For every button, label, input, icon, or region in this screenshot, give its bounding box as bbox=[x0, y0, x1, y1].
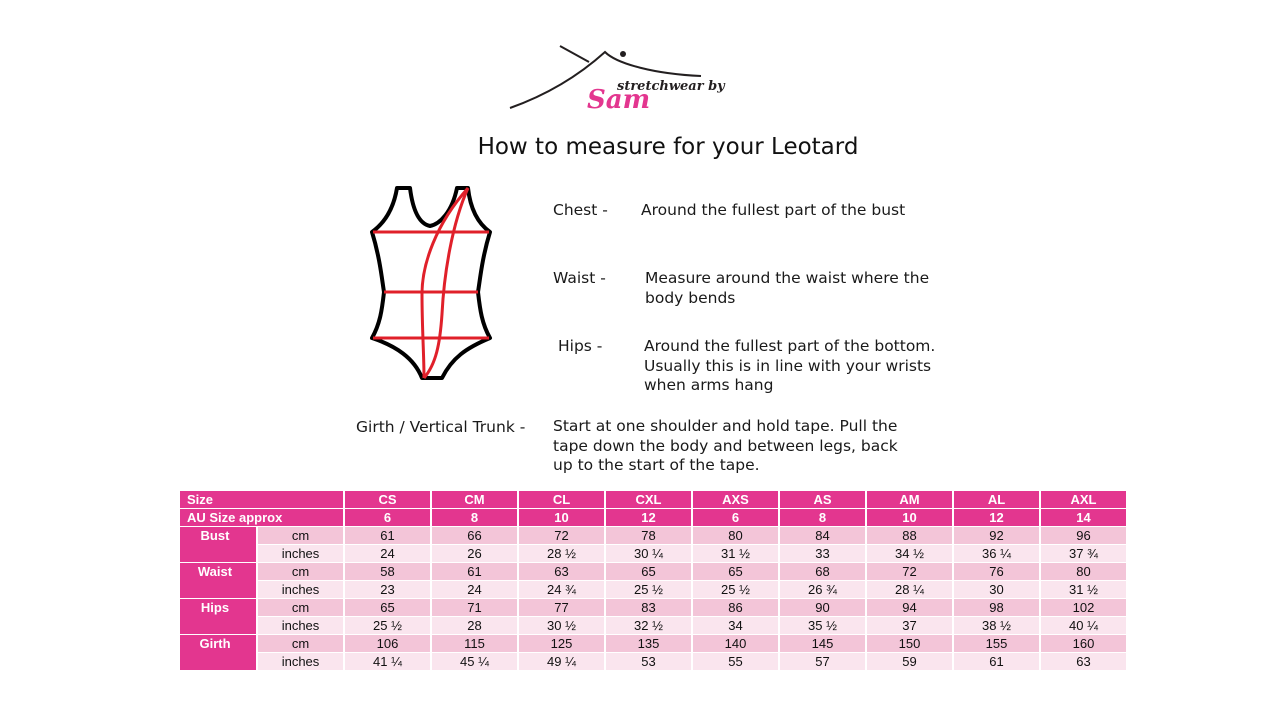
measure-label: Waist bbox=[180, 563, 257, 599]
stretchwear-logo bbox=[505, 40, 770, 115]
size-value-cell: 63 bbox=[1040, 653, 1127, 671]
au-size: 12 bbox=[605, 509, 692, 527]
waist-desc-line1: Measure around the waist where the bbox=[645, 269, 930, 287]
logo-line1: stretchwear by bbox=[617, 79, 725, 94]
header-size-label: Size bbox=[180, 491, 344, 509]
size-value-cell: 28 bbox=[431, 617, 518, 635]
au-size: 8 bbox=[431, 509, 518, 527]
size-value-cell: 28 ¼ bbox=[866, 581, 953, 599]
unit-label: cm bbox=[257, 527, 344, 545]
hips-label: Hips - bbox=[558, 337, 603, 355]
size-value-cell: 63 bbox=[518, 563, 605, 581]
size-value-cell: 68 bbox=[779, 563, 866, 581]
size-value-cell: 49 ¼ bbox=[518, 653, 605, 671]
size-value-cell: 32 ½ bbox=[605, 617, 692, 635]
size-value-cell: 30 ½ bbox=[518, 617, 605, 635]
measure-label: Bust bbox=[180, 527, 257, 563]
size-value-cell: 96 bbox=[1040, 527, 1127, 545]
size-value-cell: 59 bbox=[866, 653, 953, 671]
size-value-cell: 150 bbox=[866, 635, 953, 653]
size-value-cell: 115 bbox=[431, 635, 518, 653]
size-value-cell: 28 ½ bbox=[518, 545, 605, 563]
size-code: CL bbox=[518, 491, 605, 509]
size-value-cell: 31 ½ bbox=[1040, 581, 1127, 599]
page-title: How to measure for your Leotard bbox=[477, 134, 859, 160]
size-value-cell: 25 ½ bbox=[344, 617, 431, 635]
unit-label: inches bbox=[257, 617, 344, 635]
size-value-cell: 35 ½ bbox=[779, 617, 866, 635]
au-size: 10 bbox=[866, 509, 953, 527]
size-code: AXL bbox=[1040, 491, 1127, 509]
size-value-cell: 58 bbox=[344, 563, 431, 581]
size-value-cell: 37 bbox=[866, 617, 953, 635]
logo-figure-arm bbox=[560, 46, 589, 62]
size-value-cell: 55 bbox=[692, 653, 779, 671]
size-value-cell: 61 bbox=[344, 527, 431, 545]
size-code: CS bbox=[344, 491, 431, 509]
waist-desc-line2: body bends bbox=[645, 289, 736, 307]
size-value-cell: 65 bbox=[692, 563, 779, 581]
size-row-hips-cm bbox=[180, 599, 1127, 617]
chest-desc-line1: Around the fullest part of the bust bbox=[641, 201, 906, 219]
size-value-cell: 41 ¼ bbox=[344, 653, 431, 671]
size-value-cell: 61 bbox=[953, 653, 1040, 671]
size-value-cell: 36 ¼ bbox=[953, 545, 1040, 563]
logo-line2: Sam bbox=[587, 85, 651, 115]
au-size: 14 bbox=[1040, 509, 1127, 527]
size-value-cell: 25 ½ bbox=[605, 581, 692, 599]
measure-label: Hips bbox=[180, 599, 257, 635]
au-size: 8 bbox=[779, 509, 866, 527]
leotard-outline bbox=[372, 188, 490, 378]
size-value-cell: 65 bbox=[605, 563, 692, 581]
size-header-row bbox=[180, 491, 1127, 509]
unit-label: inches bbox=[257, 545, 344, 563]
au-size: 6 bbox=[692, 509, 779, 527]
size-value-cell: 26 ¾ bbox=[779, 581, 866, 599]
au-size: 10 bbox=[518, 509, 605, 527]
size-value-cell: 90 bbox=[779, 599, 866, 617]
size-value-cell: 26 bbox=[431, 545, 518, 563]
size-value-cell: 160 bbox=[1040, 635, 1127, 653]
size-value-cell: 140 bbox=[692, 635, 779, 653]
size-value-cell: 24 ¾ bbox=[518, 581, 605, 599]
size-code: AM bbox=[866, 491, 953, 509]
size-row-waist-cm bbox=[180, 563, 1127, 581]
unit-label: cm bbox=[257, 635, 344, 653]
header-au-label: AU Size approx bbox=[180, 509, 344, 527]
unit-label: inches bbox=[257, 653, 344, 671]
size-value-cell: 30 bbox=[953, 581, 1040, 599]
size-value-cell: 40 ¼ bbox=[1040, 617, 1127, 635]
size-value-cell: 53 bbox=[605, 653, 692, 671]
size-value-cell: 155 bbox=[953, 635, 1040, 653]
unit-label: cm bbox=[257, 563, 344, 581]
unit-label: inches bbox=[257, 581, 344, 599]
size-value-cell: 25 ½ bbox=[692, 581, 779, 599]
size-value-cell: 125 bbox=[518, 635, 605, 653]
size-row-girth-cm bbox=[180, 635, 1127, 653]
girth-desc-line3: up to the start of the tape. bbox=[553, 456, 760, 474]
size-value-cell: 65 bbox=[344, 599, 431, 617]
hips-desc-line2: Usually this is in line with your wrists bbox=[644, 357, 932, 375]
size-value-cell: 38 ½ bbox=[953, 617, 1040, 635]
unit-label: cm bbox=[257, 599, 344, 617]
hips-desc-line3: when arms hang bbox=[644, 376, 774, 394]
au-size: 12 bbox=[953, 509, 1040, 527]
size-value-cell: 34 bbox=[692, 617, 779, 635]
size-value-cell: 23 bbox=[344, 581, 431, 599]
size-value-cell: 80 bbox=[692, 527, 779, 545]
size-value-cell: 57 bbox=[779, 653, 866, 671]
size-value-cell: 83 bbox=[605, 599, 692, 617]
size-code: AXS bbox=[692, 491, 779, 509]
size-value-cell: 24 bbox=[431, 581, 518, 599]
size-value-cell: 92 bbox=[953, 527, 1040, 545]
size-value-cell: 61 bbox=[431, 563, 518, 581]
girth-label: Girth / Vertical Trunk - bbox=[356, 418, 526, 436]
size-value-cell: 30 ¼ bbox=[605, 545, 692, 563]
size-value-cell: 86 bbox=[692, 599, 779, 617]
size-value-cell: 78 bbox=[605, 527, 692, 545]
size-value-cell: 37 ¾ bbox=[1040, 545, 1127, 563]
size-row-hips-in bbox=[180, 617, 1127, 635]
size-value-cell: 98 bbox=[953, 599, 1040, 617]
size-code: AS bbox=[779, 491, 866, 509]
girth-desc-line2: tape down the body and between legs, back bbox=[553, 437, 898, 455]
size-value-cell: 71 bbox=[431, 599, 518, 617]
size-code: CXL bbox=[605, 491, 692, 509]
logo-figure-head bbox=[620, 51, 626, 57]
hips-desc-line1: Around the fullest part of the bottom. bbox=[644, 337, 936, 355]
leotard-diagram bbox=[366, 184, 496, 384]
au-size-header-row bbox=[180, 509, 1127, 527]
size-value-cell: 33 bbox=[779, 545, 866, 563]
size-value-cell: 34 ½ bbox=[866, 545, 953, 563]
size-row-bust-in bbox=[180, 545, 1127, 563]
size-value-cell: 66 bbox=[431, 527, 518, 545]
size-value-cell: 84 bbox=[779, 527, 866, 545]
size-value-cell: 145 bbox=[779, 635, 866, 653]
girth-desc-line1: Start at one shoulder and hold tape. Pull the bbox=[553, 417, 898, 435]
waist-label: Waist - bbox=[553, 269, 606, 287]
size-value-cell: 76 bbox=[953, 563, 1040, 581]
size-value-cell: 88 bbox=[866, 527, 953, 545]
size-value-cell: 72 bbox=[866, 563, 953, 581]
size-value-cell: 45 ¼ bbox=[431, 653, 518, 671]
size-chart-table bbox=[180, 491, 1128, 671]
size-value-cell: 24 bbox=[344, 545, 431, 563]
size-value-cell: 106 bbox=[344, 635, 431, 653]
measure-label: Girth bbox=[180, 635, 257, 671]
size-row-waist-in bbox=[180, 581, 1127, 599]
size-value-cell: 72 bbox=[518, 527, 605, 545]
size-value-cell: 135 bbox=[605, 635, 692, 653]
chest-label: Chest - bbox=[553, 201, 608, 219]
size-value-cell: 80 bbox=[1040, 563, 1127, 581]
size-value-cell: 31 ½ bbox=[692, 545, 779, 563]
size-code: AL bbox=[953, 491, 1040, 509]
size-code: CM bbox=[431, 491, 518, 509]
size-value-cell: 94 bbox=[866, 599, 953, 617]
size-row-bust-cm bbox=[180, 527, 1127, 545]
au-size: 6 bbox=[344, 509, 431, 527]
size-value-cell: 77 bbox=[518, 599, 605, 617]
size-row-girth-in bbox=[180, 653, 1127, 671]
size-value-cell: 102 bbox=[1040, 599, 1127, 617]
